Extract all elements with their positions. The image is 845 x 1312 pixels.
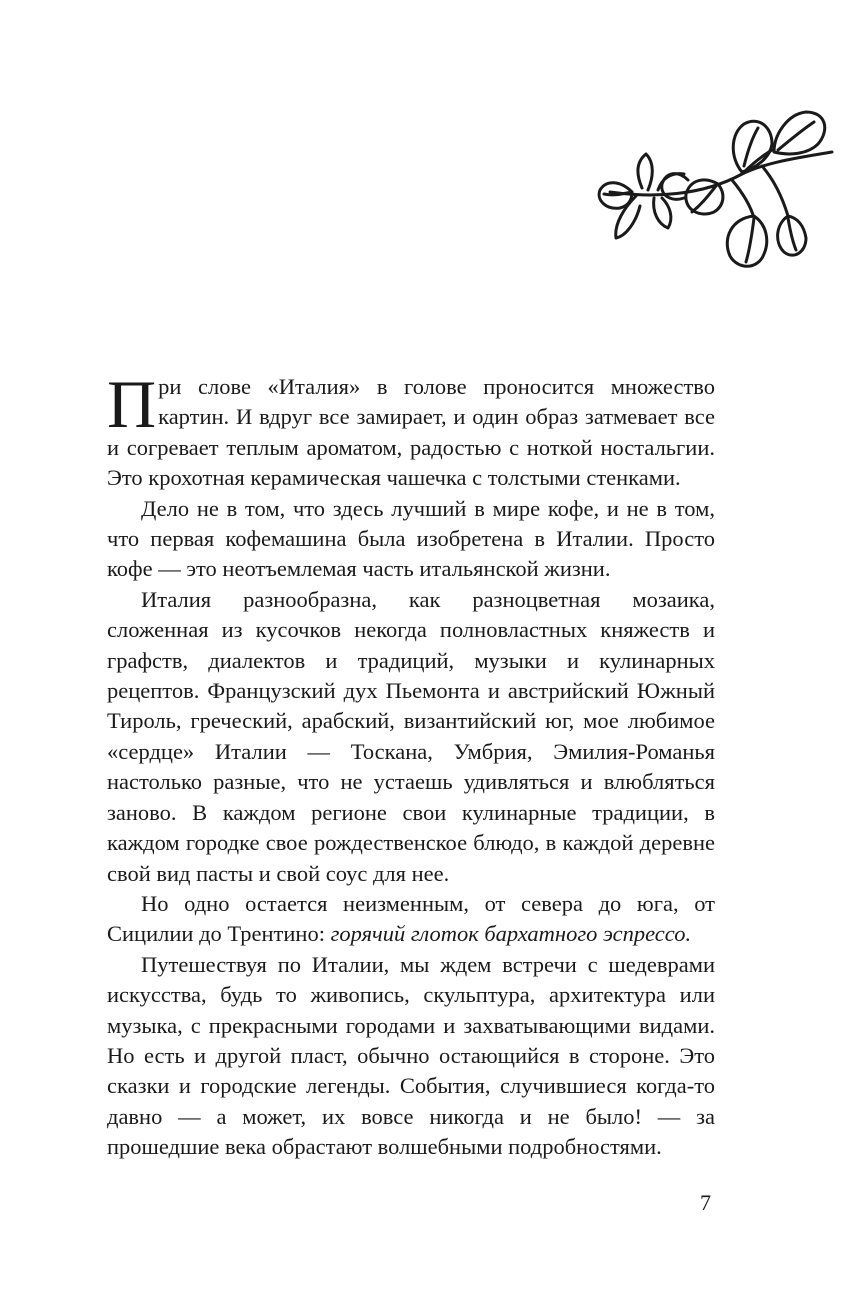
page-number: 7	[700, 1190, 711, 1215]
paragraph-4-text: Но одно остается неизменным, от севера до юга, от Сицилии до Трентино:	[107, 890, 715, 947]
body-text	[107, 366, 715, 1163]
paragraph-1	[107, 366, 715, 494]
paragraph-4	[107, 889, 715, 950]
paragraph-1-text: ри слове «Италия» в голове проносится множество картин. И вдруг все замирает, и один образ затмевает все и согревает теплым ароматом, радостью с ноткой ностальгии. Это крохотная керамическая чашечка с толстыми стенками.	[107, 374, 715, 491]
paragraph-3: Италия разнообразна, как разноцветная мозаика, сложенная из кусочков некогда полновластных княжеств и графств, диалектов и традиций, музыки и кулинарных рецептов. Французский дух Пьемонта и австрийский Южный Тироль, греческий, арабский, византийский юг, мое любимое «сердце» Италии — Тоскана, Умбрия, Эмилия-Романья настолько разные, что не устаешь удивляться и влюбляться заново. В каждом регионе свои кулинарные традиции, в каждом городке свое рождественское блюдо, в каждой деревне свой вид пасты и свой соус для нее.	[107, 586, 715, 886]
drop-cap: П	[107, 366, 157, 442]
paragraph-4-italic: горячий глоток бархатного эспрессо.	[330, 921, 692, 947]
paragraph-2: Дело не в том, что здесь лучший в мире кофе, и не в том, что первая кофемашина была изобретена в Италии. Просто кофе — это неотъемлемая часть итальянской жизни.	[107, 495, 715, 582]
paragraph-5: Путешествуя по Италии, мы ждем встречи с шедеврами искусства, будь то живопись, скульптура, архитектура или музыка, с прекрасными городами и захватывающими видами. Но есть и другой пласт, обычно остающийся в стороне. Это сказки и городские легенды. События, случившиеся когда-то давно — а может, их вовсе никогда и не было! — за прошедшие века обрастают волшебными подробностями.	[107, 951, 715, 1160]
leaf-branch-icon	[592, 100, 837, 275]
